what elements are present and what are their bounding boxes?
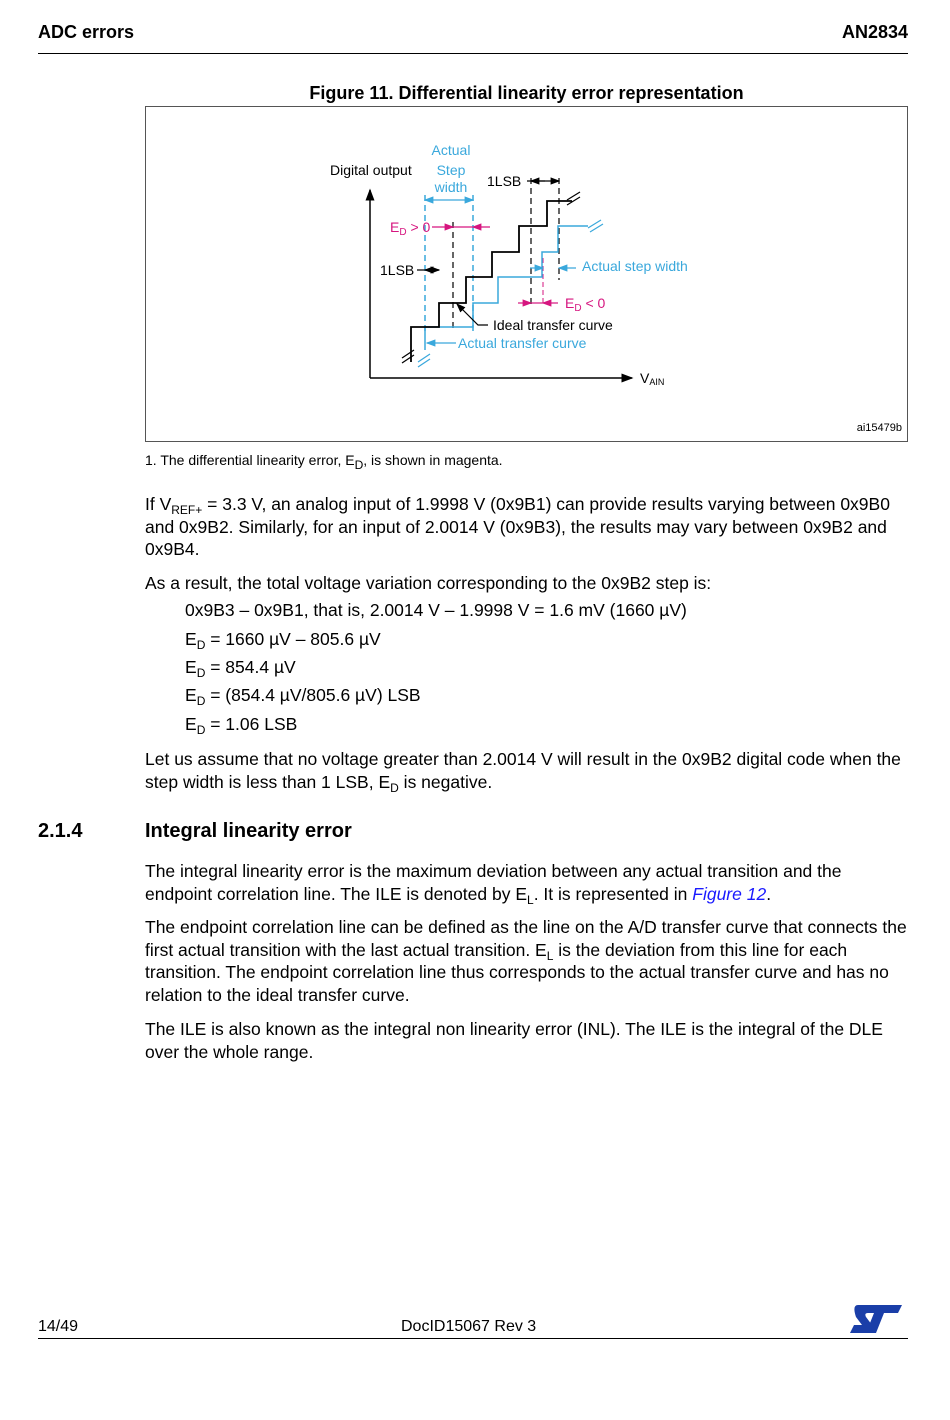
footer-rule xyxy=(38,1338,908,1339)
equation: $E_D = (854.4$ µV/805.6 µV) LSB xyxy=(185,685,421,708)
paragraph: If $V_{REF+} = 3.3$ V, an analog input of 1.9998 V (0x9B1) can provide results varying between 0x9B0 and 0x9B2. Similarly, for an input of 2.0014 V (0x9B3), the results may vary between 0x9B2 and 0x9B4. xyxy=(145,494,890,559)
figure-id: ai15479b xyxy=(856,422,902,434)
paragraph: The ILE is also known as the integral non linearity error (INL). The ILE is the integral of the DLE over the whole range. xyxy=(145,1019,883,1062)
figure-12-link[interactable]: Figure 12 xyxy=(692,883,767,904)
label-actual: Actual xyxy=(431,142,471,158)
figure-title: Figure 11. Differential linearity error representation xyxy=(309,83,744,103)
label-ideal-curve: Ideal transfer curve xyxy=(493,317,613,333)
label-1lsb-top: 1LSB xyxy=(487,173,522,189)
dle-diagram xyxy=(0,0,950,450)
page-number: 14/49 xyxy=(38,1318,79,1335)
equation: 0x9B3 – 0x9B1, that is, 2.0014 V – 1.9998 V = 1.6 mV (1660 µV) xyxy=(185,600,687,620)
paragraph: Let us assume that no voltage greater than 2.0014 V will result in the 0x9B2 digital code when the step width is less than 1 LSB, $E_D$ is negative. xyxy=(145,749,901,795)
paragraph: The endpoint correlation line can be defined as the line on the A/D transfer curve that connects the first actual transition with the last actual transition. $E_L$ is the deviation from this line for each transition. The endpoint correlation line thus corresponds to the actual transfer curve and has no relation to the ideal transfer curve. xyxy=(145,917,907,1005)
st-logo xyxy=(848,1303,904,1335)
label-width: width xyxy=(434,179,468,195)
figure-note: 1. The differential linearity error, $E_D$, is shown in magenta. xyxy=(145,452,503,472)
paragraph: As a result, the total voltage variation corresponding to the 0x9B2 step is: xyxy=(145,573,712,593)
label-vain: VAIN xyxy=(640,370,665,387)
doc-id: DocID15067 Rev 3 xyxy=(401,1318,537,1335)
label-digital-output: Digital output xyxy=(330,162,412,178)
header-doc: AN2834 xyxy=(841,22,908,42)
header-section: ADC errors xyxy=(38,22,135,42)
equation: $E_D = 1.06$ LSB xyxy=(185,714,298,737)
section-number: 2.1.4 xyxy=(38,820,83,842)
label-actual-curve: Actual transfer curve xyxy=(458,335,587,351)
equation: $E_D = 854.4$ µV xyxy=(185,657,296,680)
label-ed-pos: $E_D > 0$ xyxy=(390,219,431,238)
paragraph: The integral linearity error is the maximum deviation between any actual transition and the endpoint correlation line. The ILE is denoted by $E_L$. It is represented in Figure 12. xyxy=(145,861,842,907)
label-1lsb-left: 1LSB xyxy=(380,262,415,278)
label-ed-neg: $E_D < 0$ xyxy=(565,295,606,314)
section-title: Integral linearity error xyxy=(145,820,352,842)
equation: $E_D = 1660$ µV – 805.6 µV xyxy=(185,629,381,652)
label-actual-step-width: Actual step width xyxy=(582,258,688,274)
label-step: Step xyxy=(436,162,466,178)
